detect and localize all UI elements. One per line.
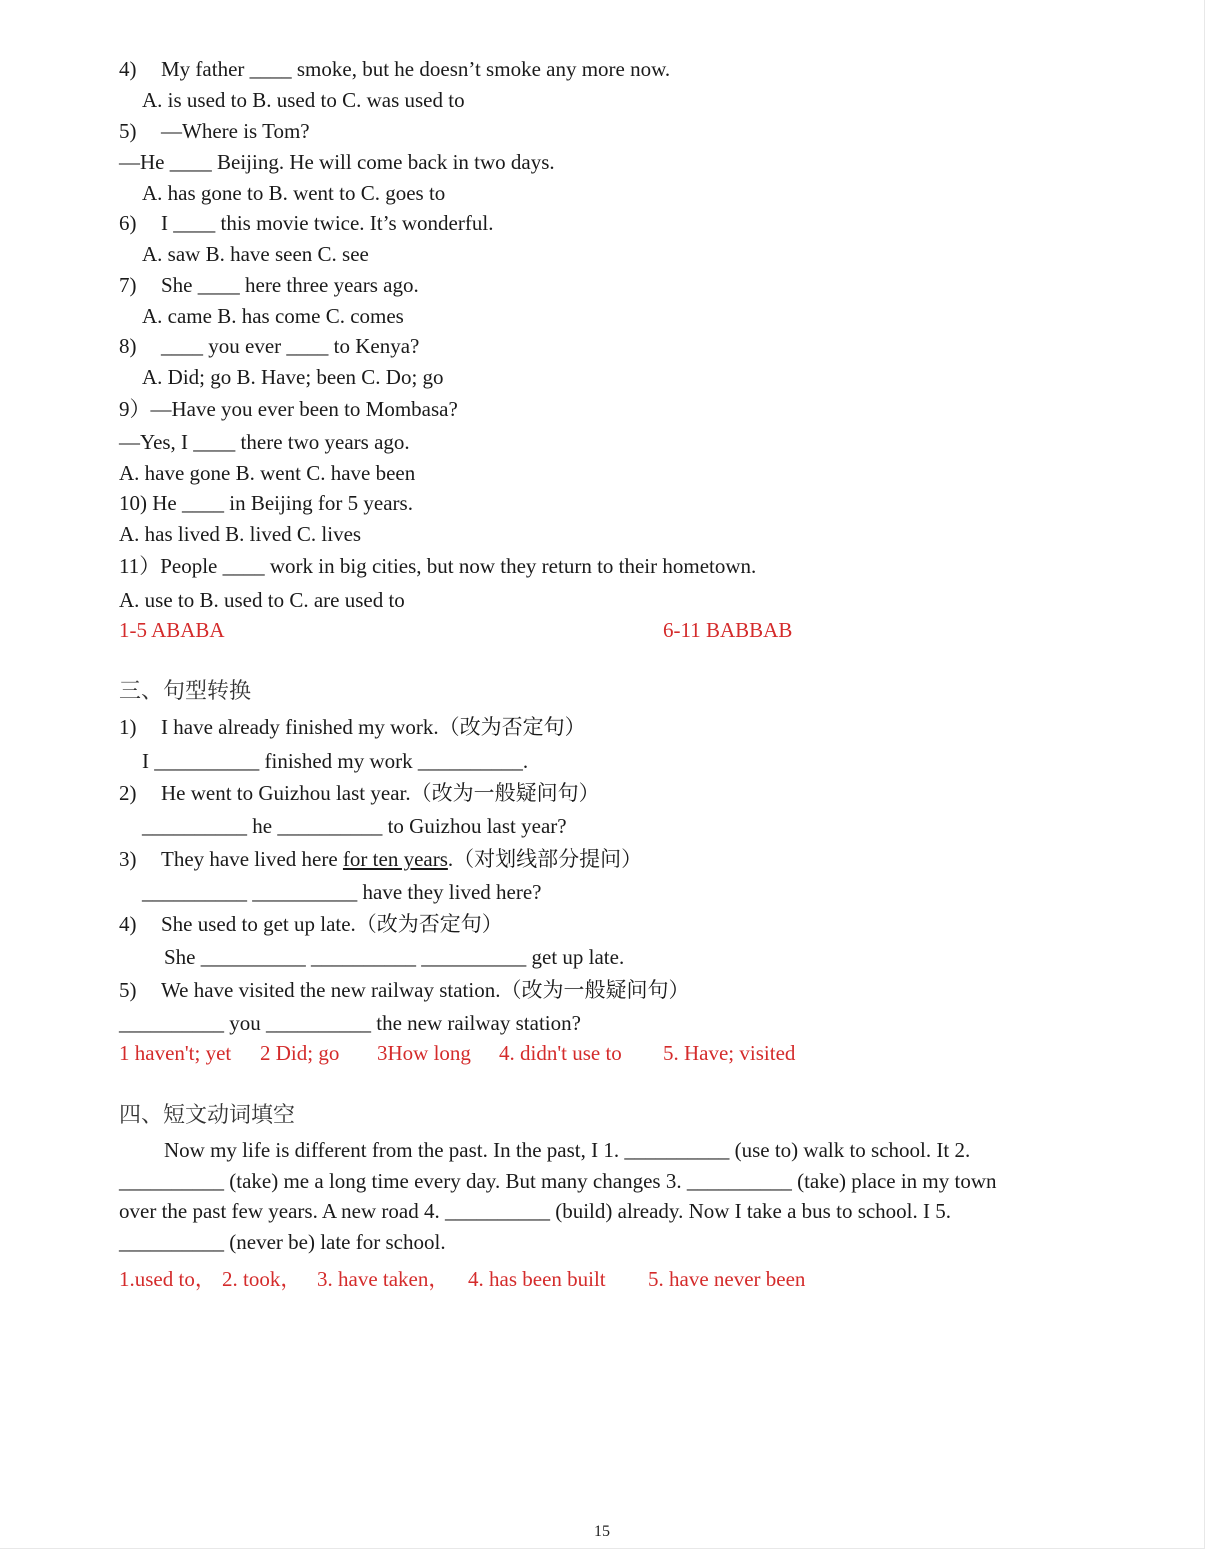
transform-1-text: I have already finished my work.（改为否定句）	[161, 715, 586, 739]
question-5-text: —Where is Tom?	[161, 119, 310, 143]
question-4-options: A. is used to B. used to C. was used to	[142, 88, 465, 112]
section-3-answer-5: 5. Have; visited	[663, 1041, 796, 1065]
question-9-reply: —Yes, I ____ there two years ago.	[119, 430, 410, 454]
question-6-number: 6)	[119, 211, 137, 235]
transform-3-text-before: They have lived here	[161, 847, 343, 871]
transform-3-text-after: .（对划线部分提问）	[447, 847, 643, 871]
section-3-answer-2: 2 Did; go	[260, 1041, 340, 1065]
page-number: 15	[594, 1523, 610, 1540]
question-8-options: A. Did; go B. Have; been C. Do; go	[142, 365, 444, 389]
section-3-answer-4: 4. didn't use to	[499, 1041, 622, 1065]
transform-5-blank: __________ you __________ the new railway station?	[119, 1011, 581, 1035]
section-4-answer-1: 1.used to，	[119, 1267, 216, 1291]
section-4-answer-4: 4. has been built	[468, 1267, 606, 1291]
transform-4-number: 4)	[119, 912, 137, 936]
question-5-reply: —He ____ Beijing. He will come back in two days.	[119, 150, 555, 174]
question-6-options: A. saw B. have seen C. see	[142, 242, 369, 266]
transform-3-blank: __________ __________ have they lived here?	[142, 880, 542, 904]
transform-2-blank: __________ he __________ to Guizhou last year?	[142, 814, 567, 838]
question-11-options: A. use to B. used to C. are used to	[119, 588, 405, 612]
section-3-heading: 三、句型转换	[119, 678, 252, 703]
question-11-text: 11）People ____ work in big cities, but now they return to their hometown.	[119, 554, 757, 578]
question-5-options: A. has gone to B. went to C. goes to	[142, 181, 446, 205]
answer-key-6-11: 6-11 BABBAB	[663, 618, 793, 642]
passage-line-1: Now my life is different from the past. In the past, I 1. __________ (use to) walk to school. It 2.	[164, 1138, 971, 1162]
section-4-heading: 四、短文动词填空	[119, 1102, 296, 1127]
passage-line-2: __________ (take) me a long time every day. But many changes 3. __________ (take) place in my town	[119, 1169, 997, 1193]
answer-key-1-5: 1-5 ABABA	[119, 618, 225, 642]
question-4-text: My father ____ smoke, but he doesn’t smoke any more now.	[161, 57, 671, 81]
transform-3-underlined-phrase: for ten years	[342, 847, 448, 871]
question-8-text: ____ you ever ____ to Kenya?	[161, 334, 420, 358]
question-7-options: A. came B. has come C. comes	[142, 304, 404, 328]
transform-2-text: He went to Guizhou last year.（改为一般疑问句）	[161, 781, 600, 805]
transform-1-number: 1)	[119, 715, 137, 739]
transform-1-blank: I __________ finished my work __________.	[142, 749, 529, 773]
question-10-options: A. has lived B. lived C. lives	[119, 522, 362, 546]
transform-3-text	[161, 846, 642, 872]
question-10-text: 10) He ____ in Beijing for 5 years.	[119, 491, 413, 515]
question-6-text: I ____ this movie twice. It’s wonderful.	[161, 211, 494, 235]
section-3-answer-1: 1 haven't; yet	[119, 1041, 232, 1065]
question-4-number: 4)	[119, 57, 137, 81]
question-7-number: 7)	[119, 273, 137, 297]
section-3-answer-3: 3How long	[377, 1041, 471, 1065]
question-5-number: 5)	[119, 119, 137, 143]
transform-2-number: 2)	[119, 781, 137, 805]
section-4-answer-5: 5. have never been	[648, 1267, 806, 1291]
section-4-answer-3: 3. have taken，	[317, 1267, 450, 1291]
question-9-text: 9）—Have you ever been to Mombasa?	[119, 397, 458, 421]
question-8-number: 8)	[119, 334, 137, 358]
passage-line-4: __________ (never be) late for school.	[119, 1230, 446, 1254]
section-4-answer-2: 2. took，	[222, 1267, 302, 1291]
question-9-options: A. have gone B. went C. have been	[119, 461, 416, 485]
passage-line-3: over the past few years. A new road 4. __________ (build) already. Now I take a bus to school. I 5.	[119, 1199, 952, 1223]
transform-5-text: We have visited the new railway station.（改为一般疑问句）	[161, 978, 690, 1002]
question-7-text: She ____ here three years ago.	[161, 273, 419, 297]
transform-3-number: 3)	[119, 847, 137, 871]
transform-5-number: 5)	[119, 978, 137, 1002]
transform-4-blank: She __________ __________ __________ get up late.	[164, 945, 625, 969]
transform-4-text: She used to get up late.（改为否定句）	[161, 912, 503, 936]
